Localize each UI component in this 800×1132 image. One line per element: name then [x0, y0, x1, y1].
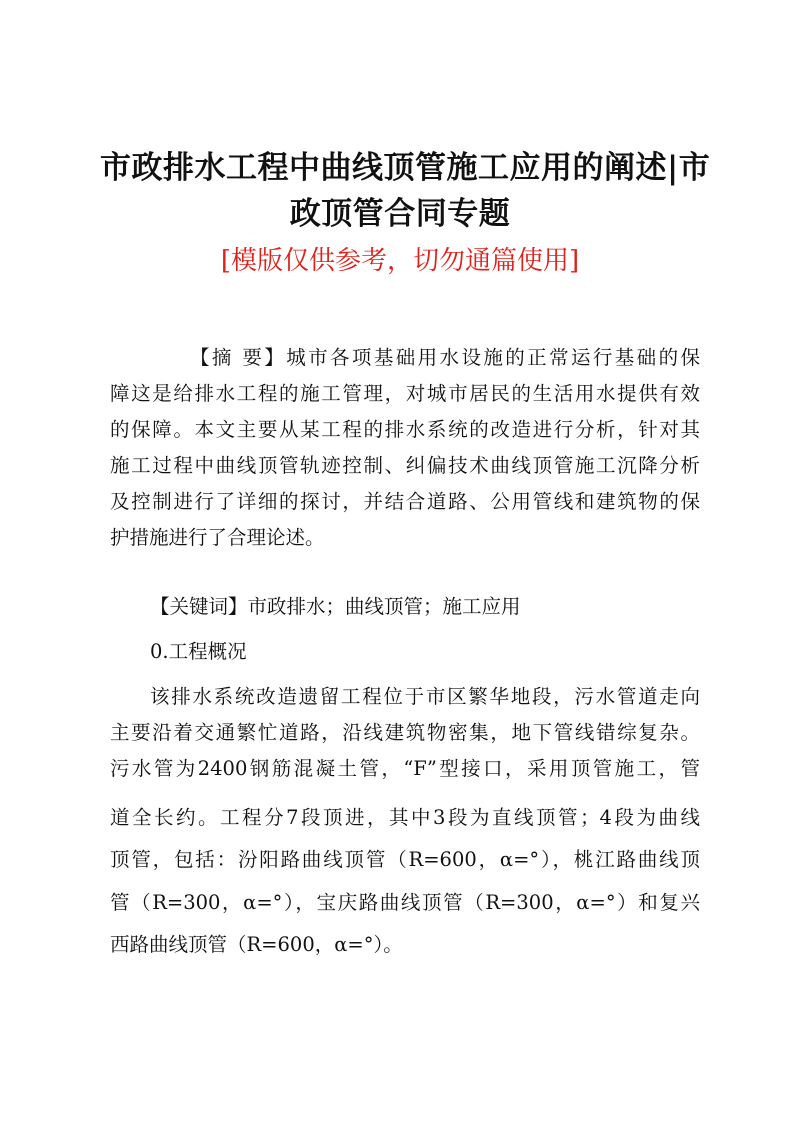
abstract-line: 护措施进行了合理论述。: [110, 526, 325, 549]
keywords-line: 【关键词】市政排水；曲线顶管；施工应用: [150, 595, 521, 618]
abstract-line: 障这是给排水工程的施工管理，对城市居民的生活用水提供有效: [110, 382, 700, 405]
body-line: 顶管，包括：汾阳路曲线顶管（R=600，α=°），桃江路曲线顶: [110, 848, 700, 871]
abstract-line: 及控制进行了详细的探讨，并结合道路、公用管线和建筑物的保: [110, 490, 700, 513]
abstract-line: 的保障。本文主要从某工程的排水系统的改造进行分析，针对其: [110, 418, 700, 441]
document-title-line-1: 市政排水工程中曲线顶管施工应用的阐述|市: [100, 150, 711, 186]
section-heading: 0.工程概况: [150, 640, 247, 663]
body-line: 该排水系统改造遗留工程位于市区繁华地段，污水管道走向: [150, 685, 700, 708]
document-title-line-2: 政顶管合同专题: [289, 196, 511, 232]
template-notice: [模版仅供参考，切勿通篇使用]: [220, 246, 580, 276]
body-line: 道全长约。工程分7段顶进，其中3段为直线顶管；4段为曲线: [110, 806, 700, 829]
body-line: 西路曲线顶管（R=600，α=°）。: [110, 933, 403, 956]
abstract-line: 施工过程中曲线顶管轨迹控制、纠偏技术曲线顶管施工沉降分析: [110, 454, 700, 477]
body-line: 污水管为2400钢筋混凝土管，“F”型接口，采用顶管施工，管: [110, 757, 700, 780]
abstract-line: 【摘 要】城市各项基础用水设施的正常运行基础的保: [190, 346, 700, 369]
body-line: 管（R=300，α=°），宝庆路曲线顶管（R=300，α=°）和复兴: [110, 891, 700, 914]
body-line: 主要沿着交通繁忙道路，沿线建筑物密集，地下管线错综复杂。: [110, 721, 700, 744]
